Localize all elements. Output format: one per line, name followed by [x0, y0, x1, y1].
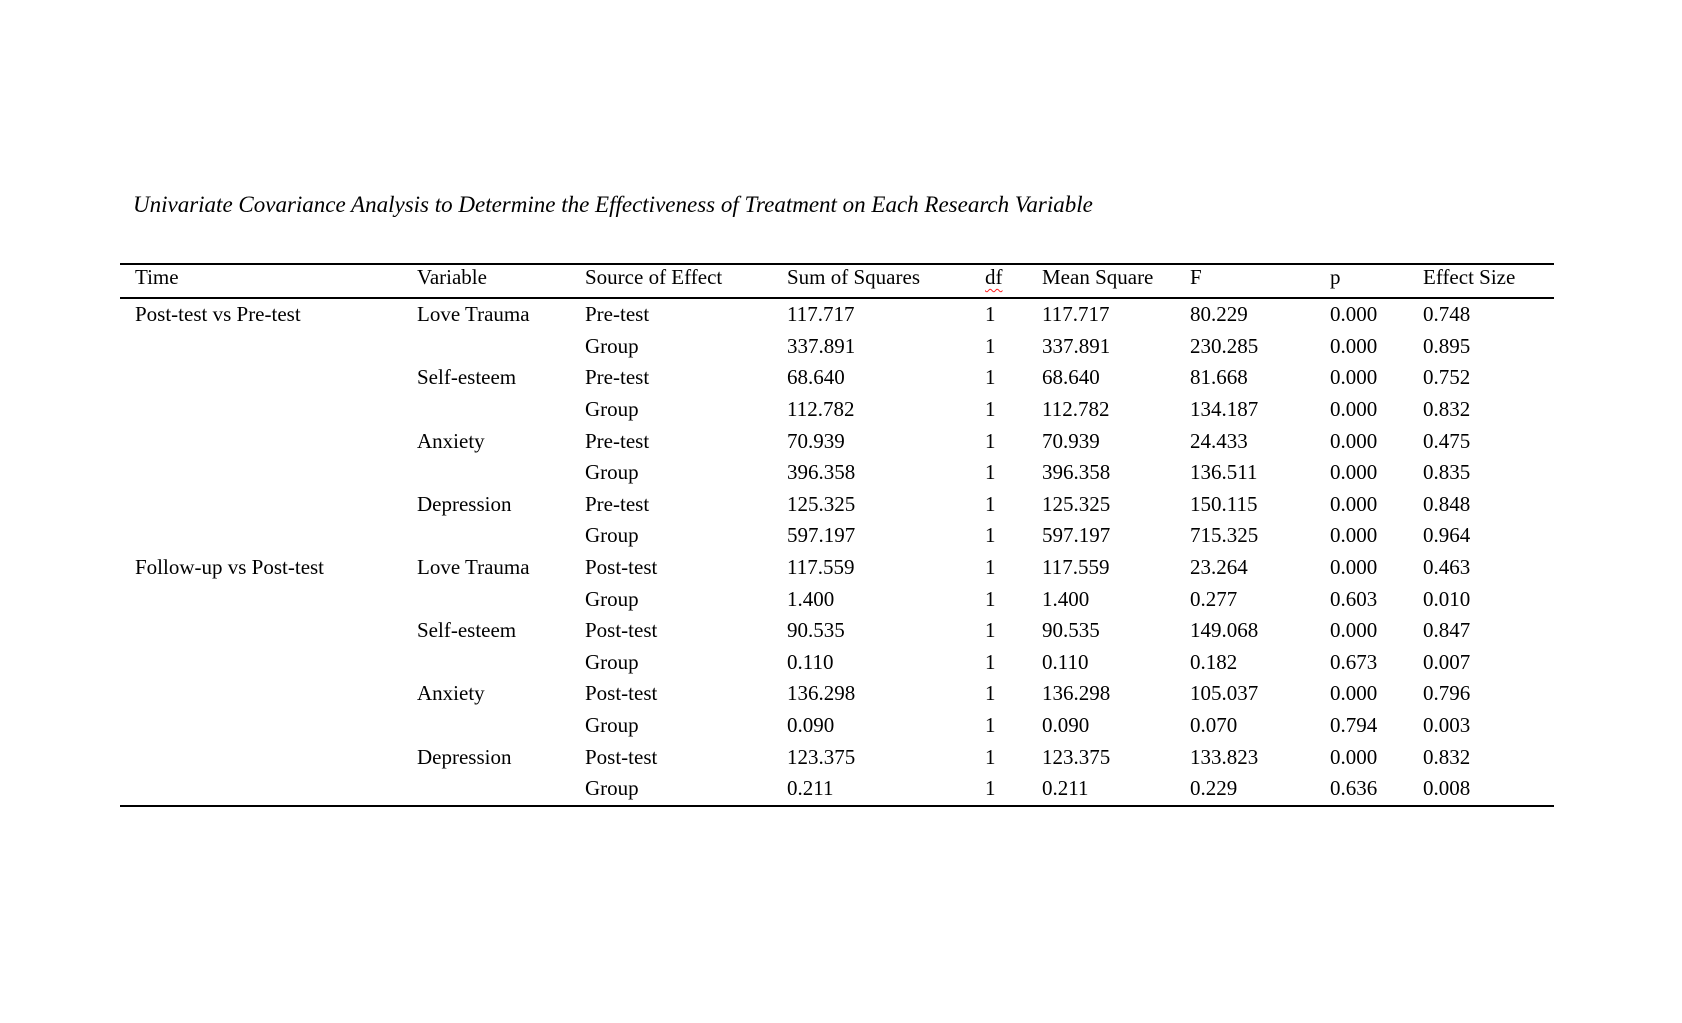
cell-p: 0.673: [1330, 649, 1378, 674]
cell-sum-of-squares: 0.090: [787, 713, 835, 738]
cell-sum-of-squares: 136.298: [787, 681, 856, 706]
cell-p: 0.636: [1330, 773, 1423, 806]
cell-mean-square: 117.717: [1042, 302, 1110, 327]
cell-variable: Love Trauma: [417, 302, 530, 327]
cell-mean-square: 0.211: [1042, 773, 1190, 806]
cell-f: 150.115: [1190, 491, 1258, 516]
cell-time: [120, 741, 417, 773]
cell-effect-size: 0.752: [1423, 365, 1471, 390]
cell-p: 0.000: [1330, 618, 1378, 643]
cell-effect-size: 0.832: [1423, 744, 1471, 769]
cell-variable: [417, 710, 585, 742]
cell-effect-size: 0.796: [1423, 681, 1471, 706]
cell-sum-of-squares: 70.939: [787, 428, 845, 453]
cell-time: [120, 615, 417, 647]
cell-sum-of-squares: 68.640: [787, 365, 845, 390]
cell-effect-size: 0.832: [1423, 397, 1471, 422]
cell-f: 136.511: [1190, 460, 1258, 485]
cell-variable: [417, 331, 585, 363]
cell-p: 0.000: [1330, 428, 1378, 453]
col-header-variable: Variable: [417, 264, 585, 298]
table-row: [120, 331, 1554, 363]
col-header-df: [985, 264, 1042, 298]
cell-effect-size: 0.964: [1423, 523, 1471, 548]
cell-df: 1: [985, 397, 996, 422]
cell-p: 0.000: [1330, 397, 1378, 422]
cell-source-of-effect: Post-test: [585, 681, 658, 706]
cell-mean-square: 68.640: [1042, 365, 1100, 390]
cell-f: 0.070: [1190, 713, 1238, 738]
col-header-p: p: [1330, 264, 1423, 298]
cell-variable: [417, 583, 585, 615]
cell-df: 1: [985, 365, 996, 390]
cell-sum-of-squares: 396.358: [787, 460, 856, 485]
cell-source-of-effect: Pre-test: [585, 428, 650, 453]
cell-sum-of-squares: 0.211: [787, 773, 985, 806]
df-spellcheck-underline: df: [985, 265, 1003, 289]
cell-time: [120, 331, 417, 363]
cell-sum-of-squares: 337.891: [787, 333, 856, 358]
cell-mean-square: 337.891: [1042, 333, 1111, 358]
cell-mean-square: 0.110: [1042, 649, 1089, 674]
cell-f: 0.277: [1190, 586, 1238, 611]
cell-effect-size: 0.463: [1423, 555, 1471, 580]
table-row: [120, 298, 1554, 331]
cell-time: [120, 647, 417, 679]
cell-df: 1: [985, 428, 996, 453]
cell-source-of-effect: Post-test: [585, 555, 658, 580]
cell-effect-size: 0.003: [1423, 713, 1471, 738]
cell-f: 134.187: [1190, 397, 1259, 422]
table-row: [120, 647, 1554, 679]
table-row: [120, 457, 1554, 489]
cell-time: [120, 425, 417, 457]
cell-effect-size: 0.895: [1423, 333, 1471, 358]
cell-time: [120, 362, 417, 394]
cell-f: 80.229: [1190, 302, 1248, 327]
table-row: [120, 678, 1554, 710]
cell-sum-of-squares: 117.717: [787, 302, 855, 327]
cell-mean-square: 1.400: [1042, 586, 1090, 611]
cell-df: 1: [985, 773, 1042, 806]
cell-sum-of-squares: 597.197: [787, 523, 856, 548]
cell-effect-size: 0.848: [1423, 491, 1471, 516]
cell-p: 0.000: [1330, 744, 1378, 769]
cell-mean-square: 117.559: [1042, 555, 1110, 580]
cell-effect-size: 0.007: [1423, 649, 1471, 674]
cell-variable: Self-esteem: [417, 618, 517, 643]
cell-p: 0.000: [1330, 555, 1378, 580]
cell-effect-size: 0.748: [1423, 302, 1471, 327]
cell-time: [120, 457, 417, 489]
cell-f: 23.264: [1190, 555, 1248, 580]
cell-p: 0.000: [1330, 302, 1378, 327]
cell-variable: [417, 457, 585, 489]
cell-sum-of-squares: 112.782: [787, 397, 855, 422]
col-header-mean-square: Mean Square: [1042, 264, 1190, 298]
cell-variable: [417, 773, 585, 806]
cell-df: 1: [985, 744, 996, 769]
cell-time: [120, 678, 417, 710]
cell-source-of-effect: Post-test: [585, 618, 658, 643]
table-row: [120, 583, 1554, 615]
cell-sum-of-squares: 1.400: [787, 586, 835, 611]
cell-p: 0.794: [1330, 713, 1378, 738]
table-row: [120, 489, 1554, 521]
cell-time: Follow-up vs Post-test: [135, 555, 325, 580]
cell-source-of-effect: Group: [585, 397, 639, 422]
cell-df: 1: [985, 713, 996, 738]
cell-p: 0.000: [1330, 681, 1378, 706]
cell-source-of-effect: Group: [585, 523, 639, 548]
cell-sum-of-squares: 123.375: [787, 744, 856, 769]
table-row: [120, 615, 1554, 647]
cell-sum-of-squares: 117.559: [787, 555, 855, 580]
cell-df: 1: [985, 491, 996, 516]
cell-variable: Love Trauma: [417, 555, 530, 580]
table-row: [120, 773, 1554, 806]
table-row: [120, 741, 1554, 773]
table-header-row: [120, 264, 1554, 298]
table-body: [120, 298, 1554, 806]
cell-mean-square: 125.325: [1042, 491, 1111, 516]
cell-f: 24.433: [1190, 428, 1248, 453]
table-row: [120, 520, 1554, 552]
cell-sum-of-squares: 90.535: [787, 618, 845, 643]
cell-df: 1: [985, 586, 996, 611]
cell-effect-size: 0.010: [1423, 586, 1471, 611]
cell-mean-square: 136.298: [1042, 681, 1111, 706]
cell-source-of-effect: Group: [585, 333, 639, 358]
col-header-effect-size: Effect Size: [1423, 264, 1554, 298]
cell-time: [120, 520, 417, 552]
cell-variable: [417, 394, 585, 426]
cell-mean-square: 597.197: [1042, 523, 1111, 548]
cell-time: [120, 489, 417, 521]
cell-effect-size: 0.475: [1423, 428, 1471, 453]
cell-source-of-effect: Group: [585, 460, 639, 485]
cell-f: 715.325: [1190, 523, 1259, 548]
cell-df: 1: [985, 681, 996, 706]
cell-variable: Depression: [417, 744, 512, 769]
cell-mean-square: 70.939: [1042, 428, 1100, 453]
cell-df: 1: [985, 333, 996, 358]
cell-mean-square: 112.782: [1042, 397, 1110, 422]
table-title: Univariate Covariance Analysis to Determine the Effectiveness of Treatment on Each Research Variable: [133, 192, 1093, 217]
cell-effect-size: 0.008: [1423, 773, 1554, 806]
table-row: [120, 362, 1554, 394]
cell-mean-square: 396.358: [1042, 460, 1111, 485]
cell-time: [120, 583, 417, 615]
cell-effect-size: 0.847: [1423, 618, 1471, 643]
cell-df: 1: [985, 302, 996, 327]
cell-source-of-effect: Pre-test: [585, 365, 650, 390]
cell-mean-square: 90.535: [1042, 618, 1100, 643]
cell-p: 0.000: [1330, 491, 1378, 516]
cell-source-of-effect: Group: [585, 713, 639, 738]
cell-df: 1: [985, 618, 996, 643]
cell-mean-square: 0.090: [1042, 713, 1090, 738]
cell-f: 0.229: [1190, 773, 1330, 806]
cell-source-of-effect: Pre-test: [585, 302, 650, 327]
cell-f: 149.068: [1190, 618, 1259, 643]
cell-df: 1: [985, 649, 996, 674]
cell-f: 105.037: [1190, 681, 1259, 706]
cell-source-of-effect: Group: [585, 773, 787, 806]
cell-source-of-effect: Group: [585, 586, 639, 611]
cell-effect-size: 0.835: [1423, 460, 1471, 485]
table-row: [120, 394, 1554, 426]
anova-table: [120, 263, 1554, 807]
cell-f: 81.668: [1190, 365, 1248, 390]
cell-time: [120, 710, 417, 742]
cell-p: 0.603: [1330, 586, 1378, 611]
col-header-time: Time: [120, 264, 417, 298]
cell-time: Post-test vs Pre-test: [135, 302, 301, 327]
cell-variable: [417, 647, 585, 679]
cell-time: [120, 773, 417, 806]
cell-variable: Depression: [417, 491, 512, 516]
cell-f: 0.182: [1190, 649, 1238, 674]
cell-f: 133.823: [1190, 744, 1259, 769]
cell-p: 0.000: [1330, 365, 1378, 390]
col-header-f: F: [1190, 264, 1330, 298]
cell-df: 1: [985, 555, 996, 580]
cell-df: 1: [985, 460, 996, 485]
table-row: [120, 710, 1554, 742]
cell-p: 0.000: [1330, 523, 1378, 548]
cell-source-of-effect: Pre-test: [585, 491, 650, 516]
col-header-sum-of-squares: Sum of Squares: [787, 264, 985, 298]
cell-sum-of-squares: 0.110: [787, 649, 834, 674]
cell-sum-of-squares: 125.325: [787, 491, 856, 516]
cell-f: 230.285: [1190, 333, 1259, 358]
table-row: [120, 552, 1554, 584]
cell-p: 0.000: [1330, 460, 1378, 485]
cell-source-of-effect: Group: [585, 649, 639, 674]
cell-time: [120, 394, 417, 426]
cell-variable: Anxiety: [417, 428, 485, 453]
table-row: [120, 425, 1554, 457]
cell-variable: Self-esteem: [417, 365, 517, 390]
cell-df: 1: [985, 523, 996, 548]
cell-source-of-effect: Post-test: [585, 744, 658, 769]
col-header-source-of-effect: Source of Effect: [585, 264, 787, 298]
cell-variable: [417, 520, 585, 552]
cell-p: 0.000: [1330, 333, 1378, 358]
cell-variable: Anxiety: [417, 681, 485, 706]
cell-mean-square: 123.375: [1042, 744, 1111, 769]
